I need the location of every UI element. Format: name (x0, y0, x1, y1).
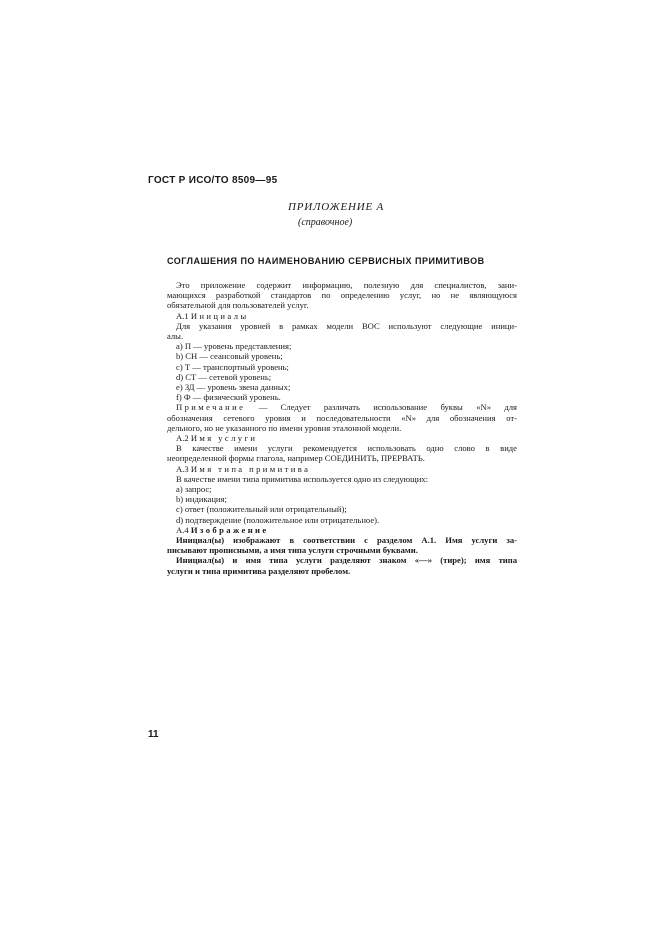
note-line (167, 402, 517, 412)
section-heading-text: Имя типа примитива (190, 463, 311, 474)
appendix-title: ПРИЛОЖЕНИЕ А (288, 201, 385, 213)
list-item: d) подтверждение (положительное или отрицательное). (176, 514, 380, 525)
list-item: e) ЗД — уровень звена данных; (176, 382, 291, 393)
section-heading-text: Имя услуги (190, 433, 258, 444)
paragraph-line: Инициал(ы) и имя типа услуги разделяют знаком «—» (тире); имя типа (176, 555, 517, 566)
paragraph-line: услуги и типа примитива разделяют пробелом. (167, 565, 351, 576)
main-title: СОГЛАШЕНИЯ ПО НАИМЕНОВАНИЮ СЕРВИСНЫХ ПРИМИТИВОВ (167, 256, 485, 266)
paragraph-line: Инициал(ы) изображают в соответствии с разделом А.1. Имя услуги за- (176, 535, 517, 546)
section-heading-a3 (167, 464, 517, 474)
note-label: Примечание (176, 402, 246, 413)
document-body (167, 280, 517, 576)
intro-line: обязательной для пользователей услуг. (167, 300, 309, 311)
section-heading-a2 (167, 433, 517, 443)
intro-line: Это приложение содержит информацию, полезную для специалистов, зани- (176, 280, 517, 290)
section-heading-a1 (167, 311, 517, 321)
list-item: a) П — уровень представления; (176, 341, 292, 352)
section-number: А.1 (176, 310, 189, 321)
list-item: b) СН — сеансовый уровень; (176, 351, 283, 362)
section-heading-a4 (167, 525, 517, 535)
list-item: b) индикация; (176, 494, 227, 505)
paragraph-line: Для указания уровней в рамках модели ВОС используют следующие иници- (176, 320, 517, 331)
section-heading-text: Инициалы (190, 310, 249, 321)
list-item: c) Т — транспортный уровень; (176, 361, 289, 372)
list-item: a) запрос; (176, 484, 212, 495)
list-item: f) Ф — физический уровень. (176, 392, 281, 403)
note-line: обозначения сетевого уровня и последовательности «N» для обозначения от- (167, 412, 517, 423)
paragraph-line: писывают прописными, а имя типа услуги строчными буквами. (167, 545, 418, 556)
paragraph-line: В качестве имени услуги рекомендуется использовать одно слово в виде (176, 443, 517, 454)
paragraph-line: алы. (167, 331, 184, 342)
page-number: 11 (148, 729, 159, 740)
section-number: А.3 (176, 463, 189, 474)
note-line: дельного, но не указанного по имени уровня эталонной модели. (167, 422, 402, 433)
list-item: d) СТ — сетевой уровень; (176, 371, 272, 382)
appendix-subtitle: (справочное) (298, 217, 353, 228)
paragraph-line: В качестве имени типа примитива используется одно из следующих: (176, 473, 428, 484)
section-heading-text: Изображение (190, 524, 269, 535)
intro-line: мающихся разработкой стандартов по определению услуг, но не являющуюся (167, 290, 517, 301)
standard-code-header: ГОСТ Р ИСО/ТО 8509—95 (148, 175, 278, 186)
paragraph-line: неопределенной формы глагола, например СОЕДИНИТЬ, ПРЕРВАТЬ. (167, 453, 425, 464)
note-text: — Следует различать использование буквы «N» для (258, 402, 517, 413)
list-item: c) ответ (положительный или отрицательный); (176, 504, 347, 515)
section-number: А.2 (176, 433, 189, 444)
section-number: А.4 (176, 524, 189, 535)
